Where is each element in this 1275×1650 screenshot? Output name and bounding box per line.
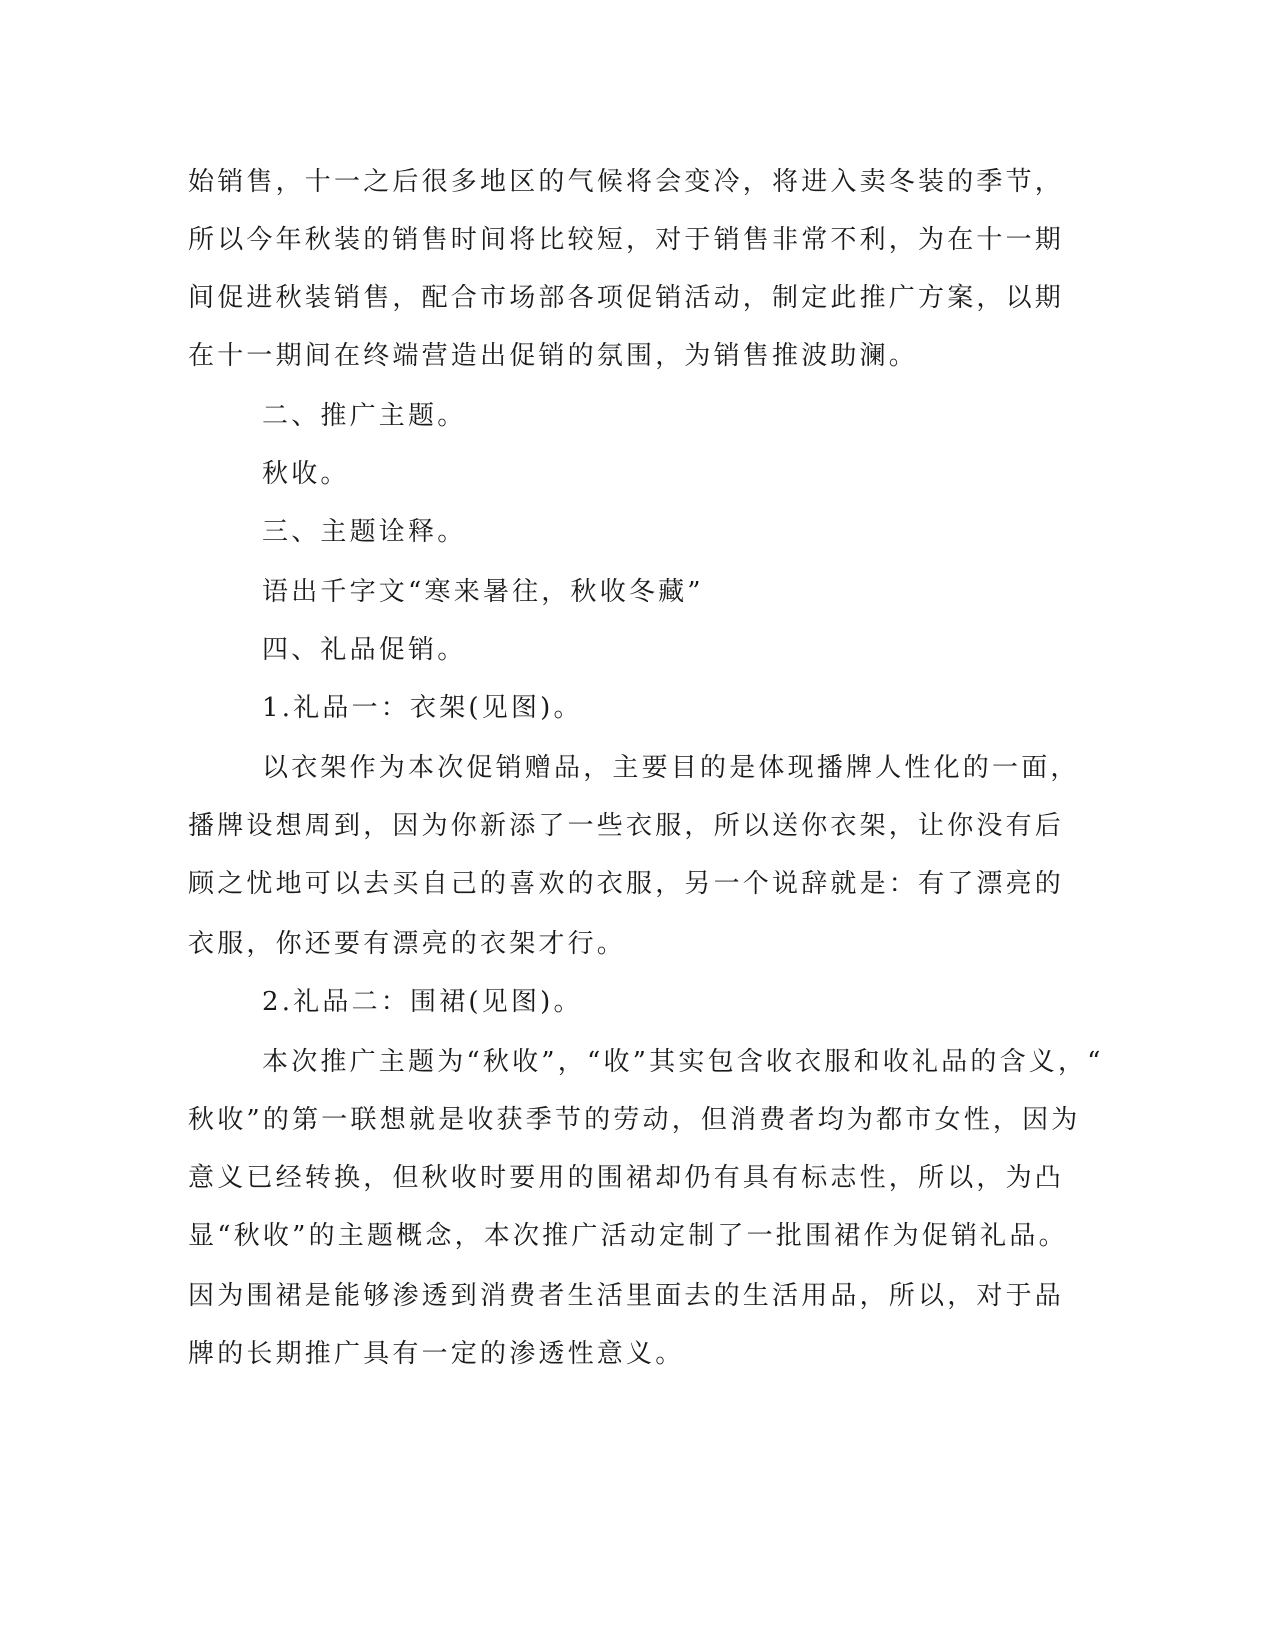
paragraph-line: 因为围裙是能够渗透到消费者生活里面去的生活用品，所以，对于品 <box>188 1281 1065 1311</box>
paragraph-line: 秋收。 <box>262 459 350 489</box>
paragraph-line: 意义已经转换，但秋收时要用的围裙却仍有具有标志性，所以，为凸 <box>188 1163 1065 1193</box>
subsection-heading: 1.礼品一：衣架(见图)。 <box>262 693 583 723</box>
paragraph-line: 播牌设想周到，因为你新添了一些衣服，所以送你衣架，让你没有后 <box>188 811 1065 841</box>
section-heading: 四、礼品促销。 <box>262 635 467 665</box>
paragraph-line: 始销售，十一之后很多地区的气候将会变冷，将进入卖冬装的季节， <box>188 167 1065 197</box>
paragraph-line: 间促进秋装销售，配合市场部各项促销活动，制定此推广方案，以期 <box>188 283 1065 313</box>
subsection-heading: 2.礼品二：围裙(见图)。 <box>262 987 583 1017</box>
paragraph-line: 顾之忧地可以去买自己的喜欢的衣服，另一个说辞就是：有了漂亮的 <box>188 869 1065 899</box>
section-heading: 三、主题诠释。 <box>262 517 467 547</box>
paragraph-line: 以衣架作为本次促销赠品，主要目的是体现播牌人性化的一面， <box>262 753 1080 783</box>
paragraph-line: 衣服，你还要有漂亮的衣架才行。 <box>188 929 627 959</box>
paragraph-line: 语出千字文“寒来暑往，秋收冬藏” <box>262 577 704 607</box>
paragraph-line: 所以今年秋装的销售时间将比较短，对于销售非常不利，为在十一期 <box>188 225 1065 255</box>
paragraph-line: 在十一期间在终端营造出促销的氛围，为销售推波助澜。 <box>188 341 919 371</box>
paragraph-line: 秋收”的第一联想就是收获季节的劳动，但消费者均为都市女性，因为 <box>188 1105 1081 1135</box>
paragraph-line: 牌的长期推广具有一定的渗透性意义。 <box>188 1339 685 1369</box>
section-heading: 二、推广主题。 <box>262 401 467 431</box>
paragraph-line: 显“秋收”的主题概念，本次推广活动定制了一批围裙作为促销礼品。 <box>188 1221 1068 1251</box>
paragraph-line: 本次推广主题为“秋收”，“收”其实包含收衣服和收礼品的含义，“ <box>262 1047 1104 1077</box>
